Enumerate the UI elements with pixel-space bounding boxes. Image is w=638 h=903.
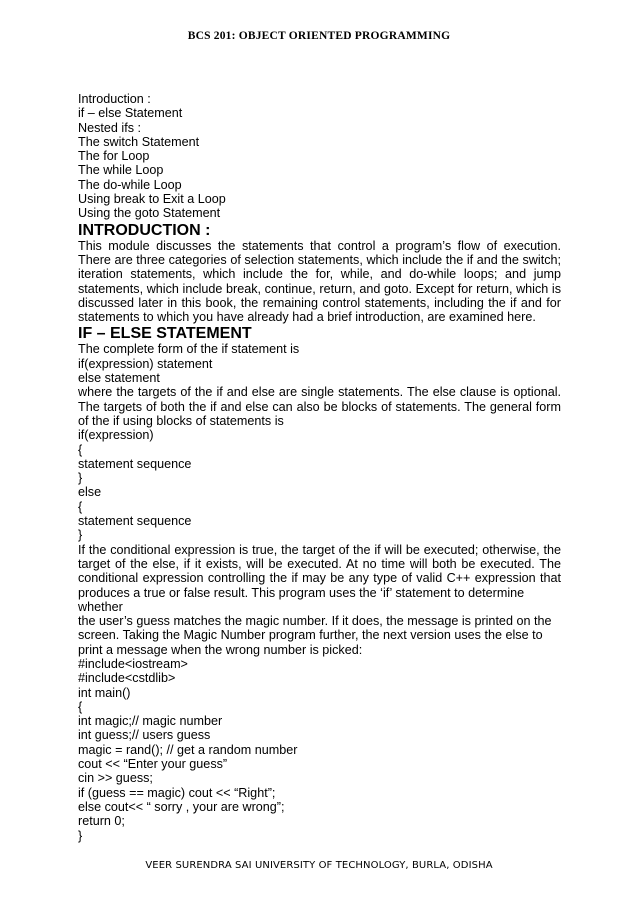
code-line: int guess;// users guess — [78, 728, 211, 743]
introduction-paragraph: This module discusses the statements that control a program’s flow of execution. There are three categories of selection statements, which include the if and the switch; iteration statements, which include the for, while, and do-while loops; and jump statements, which include break, continue, return, and goto. Except for return, which is discussed later in this book, the remaining control statements, including the if and for statements to which you have already had a brief introduction, are examined here. — [78, 238, 561, 325]
if-else-paragraph: where the targets of the if and else are single statements. The else clause is optional. The targets of both the if and else can also be blocks of statements. The general form of the if using blocks of statements is — [78, 385, 561, 428]
topic-item: The do-while Loop — [78, 177, 182, 192]
topic-list — [78, 92, 561, 221]
code-line: magic = rand(); // get a random number — [78, 742, 298, 757]
text-line: the user’s guess matches the magic number. If it does, the message is printed on the — [78, 614, 552, 629]
topic-item: Using break to Exit a Loop — [78, 192, 226, 207]
page-header: BCS 201: OBJECT ORIENTED PROGRAMMING — [187, 30, 451, 42]
code-listing — [78, 657, 561, 843]
text-line: The complete form of the if statement is — [78, 342, 300, 357]
conditional-paragraph: If the conditional expression is true, the target of the if will be executed; otherwise, the target of the else, if it exists, will be executed. At no time will both be executed. The conditional expression controlling the if may be any type of valid C++ expression that produces a true or false result. This program uses the ‘if’ statement to determine — [78, 542, 561, 600]
if-else-heading: IF – ELSE STATEMENT — [78, 325, 252, 343]
code-line: return 0; — [78, 814, 125, 829]
topic-item: Introduction : — [78, 92, 151, 106]
syntax-line: if(expression) statement — [78, 356, 213, 371]
page-body — [78, 92, 561, 843]
topic-item: Using the goto Statement — [78, 206, 221, 221]
syntax-line: if(expression) — [78, 428, 154, 443]
topic-item: The while Loop — [78, 163, 164, 178]
code-line: cin >> guess; — [78, 771, 153, 786]
topic-item: The switch Statement — [78, 134, 200, 149]
topic-item: Nested ifs : — [78, 120, 141, 135]
code-line: else cout<< “ sorry , your are wrong”; — [78, 799, 285, 814]
page-footer: VEER SURENDRA SAI UNIVERSITY OF TECHNOLOGY, BURLA, ODISHA — [145, 860, 493, 871]
general-form-block — [78, 428, 561, 542]
syntax-line: else statement — [78, 371, 160, 386]
code-line: int main() — [78, 685, 131, 700]
syntax-line: else — [78, 485, 102, 500]
syntax-line: statement sequence — [78, 456, 192, 471]
text-line: whether — [78, 599, 123, 614]
syntax-line: } — [78, 528, 83, 543]
code-line: #include<iostream> — [78, 656, 188, 671]
code-line: } — [78, 828, 83, 843]
code-line: #include<cstdlib> — [78, 671, 176, 686]
text-line: screen. Taking the Magic Number program further, the next version uses the else to — [78, 628, 543, 643]
syntax-line: statement sequence — [78, 514, 192, 529]
code-line: if (guess == magic) cout << “Right”; — [78, 785, 276, 800]
syntax-line: { — [78, 442, 83, 457]
syntax-line: { — [78, 499, 83, 514]
topic-item: if – else Statement — [78, 106, 183, 121]
code-line: int magic;// magic number — [78, 714, 223, 729]
syntax-line: } — [78, 471, 83, 486]
topic-item: The for Loop — [78, 149, 150, 164]
text-line: print a message when the wrong number is picked: — [78, 642, 363, 657]
code-line: { — [78, 699, 83, 714]
code-line: cout << “Enter your guess” — [78, 757, 228, 772]
introduction-heading: INTRODUCTION : — [78, 221, 211, 239]
